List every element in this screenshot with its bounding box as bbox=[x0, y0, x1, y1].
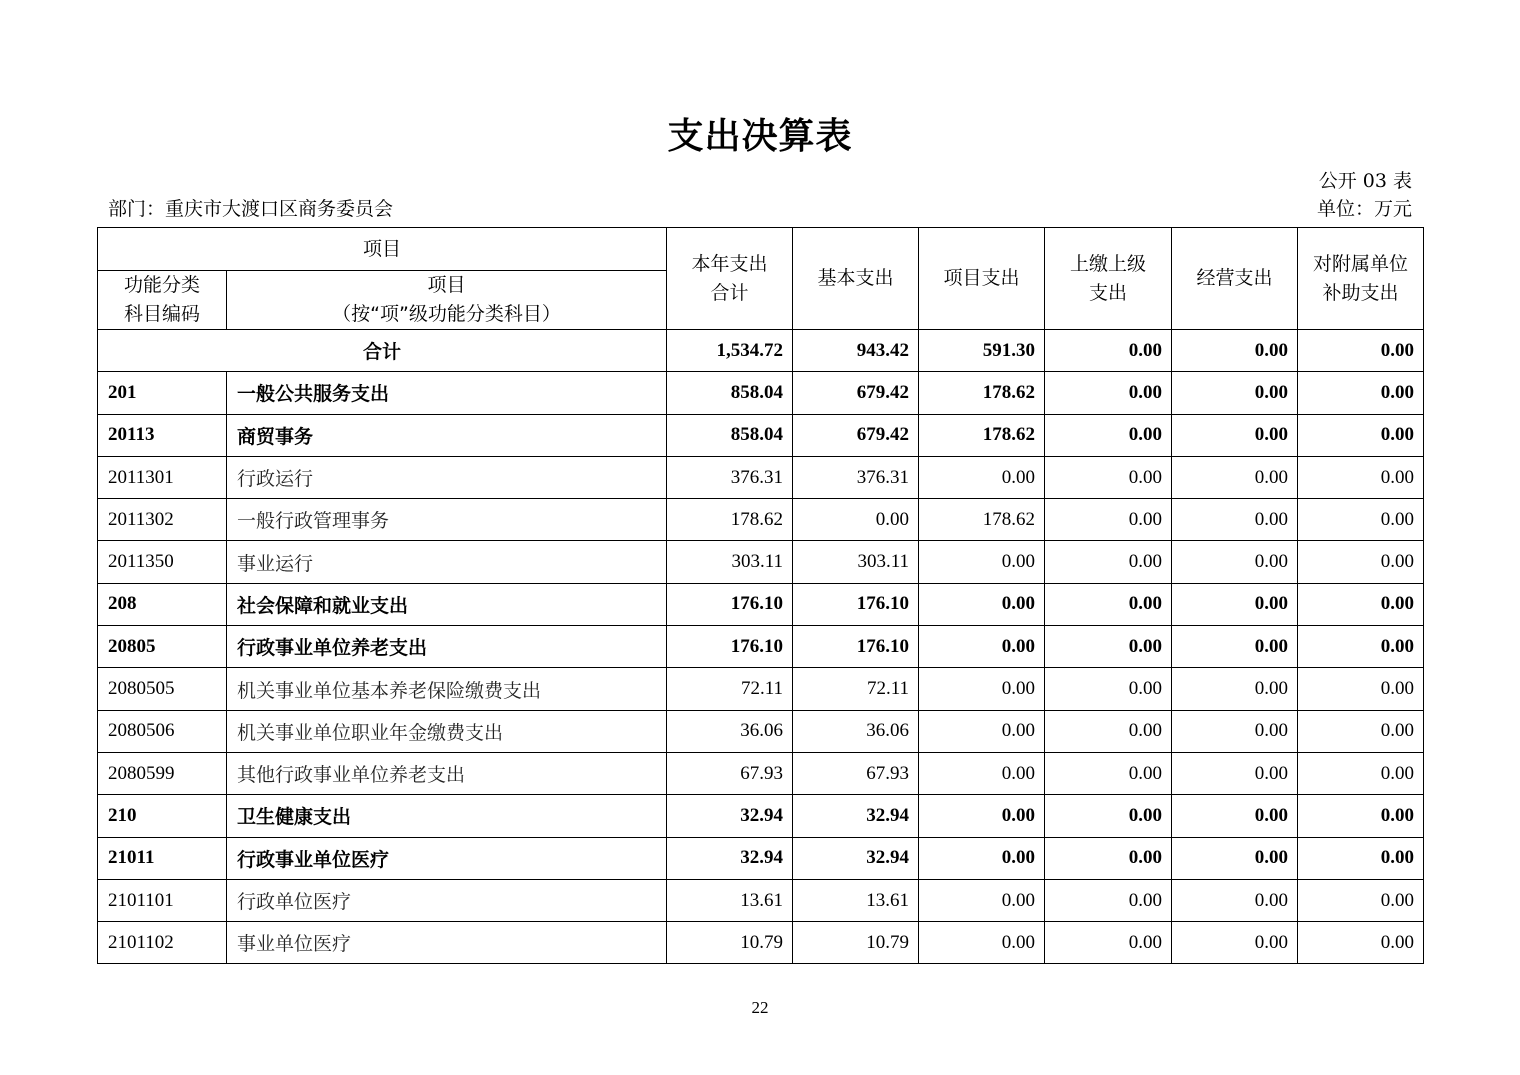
row-name: 商贸事务 bbox=[227, 414, 667, 456]
row-value: 36.06 bbox=[793, 710, 919, 752]
row-value: 0.00 bbox=[1172, 837, 1298, 879]
row-value: 0.00 bbox=[1045, 583, 1172, 625]
row-value: 0.00 bbox=[1298, 583, 1424, 625]
row-value: 176.10 bbox=[793, 583, 919, 625]
row-value: 10.79 bbox=[667, 922, 793, 964]
row-code: 20113 bbox=[98, 414, 227, 456]
row-value: 0.00 bbox=[1172, 456, 1298, 498]
row-value: 10.79 bbox=[793, 922, 919, 964]
row-value: 0.00 bbox=[919, 583, 1045, 625]
row-value: 0.00 bbox=[1045, 499, 1172, 541]
header-total-line1: 本年支出 bbox=[691, 252, 768, 275]
row-value: 858.04 bbox=[667, 414, 793, 456]
row-code: 2011302 bbox=[98, 499, 227, 541]
row-code: 2080505 bbox=[98, 668, 227, 710]
row-value: 0.00 bbox=[919, 837, 1045, 879]
row-value: 0.00 bbox=[919, 668, 1045, 710]
row-code: 2101101 bbox=[98, 879, 227, 921]
row-value: 0.00 bbox=[919, 710, 1045, 752]
row-value: 0.00 bbox=[1298, 626, 1424, 668]
row-value: 0.00 bbox=[1172, 499, 1298, 541]
total-row bbox=[98, 330, 1424, 372]
row-name: 行政单位医疗 bbox=[227, 879, 667, 921]
row-value: 178.62 bbox=[919, 414, 1045, 456]
total-value: 0.00 bbox=[1298, 330, 1424, 372]
header-upper bbox=[1045, 228, 1172, 330]
table-row bbox=[98, 583, 1424, 625]
row-value: 178.62 bbox=[919, 499, 1045, 541]
row-name: 机关事业单位职业年金缴费支出 bbox=[227, 710, 667, 752]
page-title: 支出决算表 bbox=[667, 116, 853, 157]
row-value: 0.00 bbox=[1172, 668, 1298, 710]
row-code: 2101102 bbox=[98, 922, 227, 964]
row-value: 13.61 bbox=[793, 879, 919, 921]
row-name: 行政运行 bbox=[227, 456, 667, 498]
row-value: 679.42 bbox=[793, 414, 919, 456]
table-row bbox=[98, 879, 1424, 921]
header-project-group: 项目 bbox=[98, 228, 667, 271]
row-value: 0.00 bbox=[919, 456, 1045, 498]
row-value: 0.00 bbox=[1172, 541, 1298, 583]
header-business: 经营支出 bbox=[1172, 228, 1298, 330]
row-value: 376.31 bbox=[793, 456, 919, 498]
row-value: 178.62 bbox=[667, 499, 793, 541]
row-value: 0.00 bbox=[793, 499, 919, 541]
row-value: 0.00 bbox=[1172, 710, 1298, 752]
row-value: 176.10 bbox=[793, 626, 919, 668]
header-subsidy bbox=[1298, 228, 1424, 330]
table-row bbox=[98, 372, 1424, 414]
header-name bbox=[227, 271, 667, 330]
row-value: 0.00 bbox=[919, 752, 1045, 794]
row-code: 2080506 bbox=[98, 710, 227, 752]
row-code: 2080599 bbox=[98, 752, 227, 794]
row-value: 0.00 bbox=[1298, 456, 1424, 498]
row-value: 0.00 bbox=[1172, 626, 1298, 668]
row-value: 0.00 bbox=[919, 879, 1045, 921]
unit-label: 单位：万元 bbox=[1316, 198, 1412, 220]
row-name: 行政事业单位养老支出 bbox=[227, 626, 667, 668]
total-value: 0.00 bbox=[1172, 330, 1298, 372]
row-code: 2011350 bbox=[98, 541, 227, 583]
row-value: 0.00 bbox=[1045, 710, 1172, 752]
row-value: 176.10 bbox=[667, 583, 793, 625]
row-value: 0.00 bbox=[1298, 668, 1424, 710]
table-row bbox=[98, 456, 1424, 498]
row-value: 858.04 bbox=[667, 372, 793, 414]
row-name: 其他行政事业单位养老支出 bbox=[227, 752, 667, 794]
row-value: 679.42 bbox=[793, 372, 919, 414]
header-total bbox=[667, 228, 793, 330]
row-value: 0.00 bbox=[1045, 541, 1172, 583]
table-row bbox=[98, 626, 1424, 668]
row-value: 0.00 bbox=[919, 626, 1045, 668]
total-value: 943.42 bbox=[793, 330, 919, 372]
row-value: 0.00 bbox=[919, 795, 1045, 837]
row-value: 376.31 bbox=[667, 456, 793, 498]
header-total-line2: 合计 bbox=[710, 281, 749, 304]
row-value: 0.00 bbox=[1045, 879, 1172, 921]
row-code: 201 bbox=[98, 372, 227, 414]
row-value: 0.00 bbox=[1045, 414, 1172, 456]
department-label: 部门：重庆市大渡口区商务委员会 bbox=[108, 198, 394, 220]
row-value: 0.00 bbox=[1172, 583, 1298, 625]
row-name: 事业运行 bbox=[227, 541, 667, 583]
row-value: 67.93 bbox=[667, 752, 793, 794]
row-value: 0.00 bbox=[1298, 795, 1424, 837]
header-subsidy-line1: 对附属单位 bbox=[1313, 252, 1409, 275]
row-code: 21011 bbox=[98, 837, 227, 879]
table-row bbox=[98, 837, 1424, 879]
row-value: 0.00 bbox=[1298, 922, 1424, 964]
table-row bbox=[98, 541, 1424, 583]
row-value: 0.00 bbox=[1045, 922, 1172, 964]
header-name-line2: （按“项”级功能分类科目） bbox=[332, 303, 561, 325]
header-upper-line2: 支出 bbox=[1089, 281, 1128, 304]
row-value: 0.00 bbox=[1172, 414, 1298, 456]
row-value: 0.00 bbox=[1298, 752, 1424, 794]
page-number: 22 bbox=[751, 998, 769, 1017]
row-name: 一般公共服务支出 bbox=[227, 372, 667, 414]
row-value: 32.94 bbox=[793, 837, 919, 879]
row-value: 303.11 bbox=[667, 541, 793, 583]
row-value: 32.94 bbox=[667, 795, 793, 837]
row-value: 0.00 bbox=[1172, 879, 1298, 921]
table-row bbox=[98, 710, 1424, 752]
header-upper-line1: 上缴上级 bbox=[1070, 252, 1147, 275]
total-label: 合计 bbox=[98, 330, 667, 372]
table-row bbox=[98, 414, 1424, 456]
row-value: 32.94 bbox=[667, 837, 793, 879]
header-basic: 基本支出 bbox=[793, 228, 919, 330]
row-code: 208 bbox=[98, 583, 227, 625]
row-code: 2011301 bbox=[98, 456, 227, 498]
row-code: 20805 bbox=[98, 626, 227, 668]
row-value: 0.00 bbox=[1045, 837, 1172, 879]
form-number: 公开 03 表 bbox=[1318, 170, 1412, 192]
row-value: 0.00 bbox=[1298, 541, 1424, 583]
row-value: 0.00 bbox=[1172, 752, 1298, 794]
row-value: 0.00 bbox=[1298, 414, 1424, 456]
total-value: 1,534.72 bbox=[667, 330, 793, 372]
row-value: 303.11 bbox=[793, 541, 919, 583]
row-value: 176.10 bbox=[667, 626, 793, 668]
row-value: 13.61 bbox=[667, 879, 793, 921]
row-value: 0.00 bbox=[1172, 922, 1298, 964]
row-name: 一般行政管理事务 bbox=[227, 499, 667, 541]
row-name: 机关事业单位基本养老保险缴费支出 bbox=[227, 668, 667, 710]
row-name: 事业单位医疗 bbox=[227, 922, 667, 964]
row-value: 36.06 bbox=[667, 710, 793, 752]
expenditure-table bbox=[97, 227, 1424, 964]
row-value: 72.11 bbox=[793, 668, 919, 710]
row-value: 0.00 bbox=[1172, 372, 1298, 414]
row-value: 0.00 bbox=[1045, 668, 1172, 710]
table-row bbox=[98, 752, 1424, 794]
row-value: 0.00 bbox=[1298, 372, 1424, 414]
row-value: 0.00 bbox=[919, 541, 1045, 583]
header-project: 项目支出 bbox=[919, 228, 1045, 330]
row-value: 0.00 bbox=[1045, 372, 1172, 414]
row-value: 72.11 bbox=[667, 668, 793, 710]
header-code-line1: 功能分类 bbox=[123, 274, 200, 296]
total-value: 591.30 bbox=[919, 330, 1045, 372]
row-value: 0.00 bbox=[1045, 795, 1172, 837]
row-name: 社会保障和就业支出 bbox=[227, 583, 667, 625]
row-value: 32.94 bbox=[793, 795, 919, 837]
total-value: 0.00 bbox=[1045, 330, 1172, 372]
table-row bbox=[98, 795, 1424, 837]
table-row bbox=[98, 668, 1424, 710]
row-value: 0.00 bbox=[919, 922, 1045, 964]
row-name: 卫生健康支出 bbox=[227, 795, 667, 837]
header-code bbox=[98, 271, 227, 330]
row-value: 0.00 bbox=[1298, 879, 1424, 921]
table-row bbox=[98, 922, 1424, 964]
row-value: 0.00 bbox=[1298, 499, 1424, 541]
row-value: 67.93 bbox=[793, 752, 919, 794]
row-value: 0.00 bbox=[1298, 710, 1424, 752]
row-value: 0.00 bbox=[1045, 626, 1172, 668]
row-code: 210 bbox=[98, 795, 227, 837]
row-value: 0.00 bbox=[1045, 456, 1172, 498]
row-value: 0.00 bbox=[1298, 837, 1424, 879]
table-row bbox=[98, 499, 1424, 541]
row-name: 行政事业单位医疗 bbox=[227, 837, 667, 879]
header-code-line2: 科目编码 bbox=[123, 303, 200, 325]
row-value: 0.00 bbox=[1172, 795, 1298, 837]
row-value: 0.00 bbox=[1045, 752, 1172, 794]
row-value: 178.62 bbox=[919, 372, 1045, 414]
header-name-line1: 项目 bbox=[427, 274, 466, 296]
header-subsidy-line2: 补助支出 bbox=[1322, 281, 1399, 304]
